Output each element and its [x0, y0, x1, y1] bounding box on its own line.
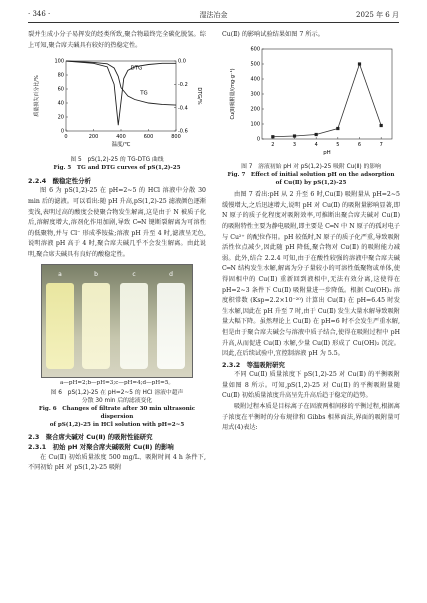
section-2-3-heading: 2.3 聚合席夫碱对 Cu(Ⅱ) 的吸附性能研究 [28, 432, 153, 441]
left-column [28, 30, 206, 474]
y-axis-label-left: 质量损失百分比/% [34, 75, 40, 117]
paragraph-fig7-intro: Cu(Ⅱ) 的影响试验结果如图 7 所示。 [222, 31, 324, 38]
vial-d [157, 283, 185, 369]
figure-6-caption-en-line2: of pS(1,2)-25 in HCl solution with pH=2~5 [49, 421, 185, 428]
paragraph-isotherm-b: 吸附过程本质是目标离子在固液两相间移的平衡过程,根据离子浓度在平衡时的分布规律和 Gibbs 相界面法,界面的吸附量可用式(4)表达: [222, 403, 400, 432]
x-tick-label: 800 [171, 134, 181, 141]
y-axis-label-right: DTG/% [196, 87, 202, 105]
right-column [222, 30, 400, 434]
x-axis-label: pH [323, 149, 331, 156]
paragraph-isotherm-a: 不同 Cu(Ⅱ) 质量浓度下 pS(1,2)-25 对 Cu(Ⅱ) 的平衡吸附量如图 8 所示。可知,pS(1,2)-25 对 Cu(Ⅱ) 的平衡吸附量随 Cu(Ⅱ) 初始质量浓度升高呈先升高后趋于稳定的趋势。 [222, 371, 400, 400]
figure-7-caption-en-line2: of Cu(Ⅱ) by pS(1,2)-25 [275, 180, 347, 187]
tg-label: TG [140, 90, 148, 97]
figure-6-caption-en-line1: Fig. 6 Changes of filtrate after 30 min ultrasonic dispersion [38, 405, 196, 420]
page-number: · 346 · [28, 10, 51, 18]
y-tick-label-right: 0.0 [178, 58, 186, 65]
y-tick-label: 200 [250, 106, 260, 113]
x-tick-label: 4 [314, 141, 318, 148]
y-tick-label: 500 [250, 61, 260, 68]
figure-5-caption-cn: 图 5 pS(1,2)-25 的 TG-DTG 曲线 [70, 156, 164, 163]
figure-5 [28, 55, 206, 172]
y-axis-label: Cu(Ⅱ)吸附量/(mg·g⁻¹) [230, 68, 236, 120]
vial-label-b: b [94, 270, 98, 278]
y-tick-label-right: -0.4 [178, 105, 188, 112]
y-tick-label-left: 0 [60, 128, 64, 135]
y-tick-label-left: 60 [57, 86, 64, 93]
data-point [293, 134, 296, 137]
y-tick-label: 0 [256, 136, 260, 143]
header-rule [28, 22, 399, 23]
y-tick-label: 600 [250, 46, 260, 53]
figure-6 [28, 264, 206, 429]
data-point [315, 132, 318, 135]
x-tick-label: 0 [64, 134, 68, 141]
data-point [271, 135, 274, 138]
plot-frame [66, 61, 176, 131]
y-tick-label: 400 [250, 76, 260, 83]
vial-a [46, 283, 74, 369]
x-tick-label: 3 [292, 141, 297, 148]
dtg-curve [66, 61, 176, 125]
journal-title: 湿法冶金 [199, 11, 228, 19]
figure-5-caption-en: Fig. 5 TG and DTG curves of pS(1,2)-25 [53, 164, 181, 171]
y-tick-label-left: 40 [57, 100, 64, 107]
tg-dtg-chart [28, 55, 206, 151]
x-tick-label: 400 [116, 134, 126, 141]
data-point [380, 123, 383, 126]
y-tick-label-left: 80 [57, 72, 64, 79]
x-tick-label: 7 [379, 141, 383, 148]
x-axis-label: 温度/℃ [111, 142, 131, 149]
figure-7-caption-en-line1: Fig. 7 Effect of initial solution pH on the adsorption [227, 172, 395, 179]
y-tick-label: 300 [250, 91, 260, 98]
y-tick-label-right: -0.2 [178, 82, 188, 89]
vial-c [120, 283, 148, 369]
paragraph-initial-ph: 在 Cu(Ⅱ) 初始质量浓度 500 mg/L、吸附时间 4 h 条件下,不同初始 pH 对 pS(1,2)-25 吸附 [28, 453, 206, 472]
paragraph-tg-conclusion: 裂并生成小分子易挥发的经类所致,聚合物最终完全碳化脱氢。综上可知,聚合席夫碱具有较好的热稳定性。 [28, 31, 206, 49]
paragraph-ph-discussion: 由图 7 看出:pH 从 2 升至 6 时,Cu(Ⅱ) 吸附量从 pH=2~5 缓慢增大,之后迅速增大,说明 pH 对 Cu(Ⅱ) 的吸附量影响显著,即 N 原子的质子化程度对吸附效率,可推断出聚合席夫碱对 Cu(Ⅱ) 的吸附特性主要为静电吸附,即主要是 C═N 中 N 原子的孤对电子与 Cu²⁺ 的配位作用。pH 较低时,N 原子的质子化严重,导致吸附活性位点减少,因此随 pH 降低,聚合物对 Cu(Ⅱ) 的吸附能力减弱。此外,结合 2.2.4 可知,由于在酸性较强的溶液中聚合席夫碱 C═N 结构发生水解,解离为分子量较小的可溶性低聚物或单体,使得固相中的 Cu(Ⅱ) 重新回到液相中,无法有效分离,这使得在 pH=2~3 条件下 Cu(Ⅱ) 吸附量进一步降低。根据 Cu(OH)₂ 溶度积常数 (Ksp=2.2×10⁻²⁰) 计算出 Cu(Ⅱ) 在 pH=6.45 时发生水解,因此在 pH 升至 7 时,由于 Cu(Ⅱ) 发生大量水解导致吸附量大幅下降。虽然理论上 Cu(Ⅱ) 在 pH=6 时不会发生严重水解,但是由于聚合席夫碱会与溶液中质子结合,使得在吸附过程中 pH 升高,从而促进 Cu(Ⅱ) 水解,少量 Cu(Ⅱ) 形成了 Cu(OH)₂ 沉淀。因此,在后续试验中,宜控制溶液 pH 为 5.5。 [222, 191, 400, 358]
figure-6-legend: a—pH=2;b—pH=3;c—pH=4;d—pH=5。 [59, 379, 175, 386]
x-tick-label: 600 [143, 134, 154, 141]
figure-6-caption-cn-line2: 分散 30 min 后的滤液变化 [81, 397, 153, 404]
section-2-3-1-heading: 2.3.1 初始 pH 对聚合席夫碱吸附 Cu(Ⅱ) 的影响 [28, 443, 174, 452]
adsorption-line [273, 64, 381, 137]
section-2-2-4-heading: 2.2.4 酸稳定性分析 [28, 176, 91, 185]
data-point [336, 126, 339, 129]
y-tick-label-left: 20 [57, 114, 64, 121]
plot-frame [262, 49, 392, 139]
issue-date: 2025 年 6 月 [356, 11, 399, 19]
dtg-label: DTG [130, 65, 143, 72]
y-tick-label-left: 100 [54, 58, 64, 65]
vial-label-d: d [169, 270, 173, 278]
ph-adsorption-chart [222, 43, 400, 159]
section-2-3-2-heading: 2.3.2 等温吸附研究 [222, 360, 285, 369]
vial-b [82, 283, 110, 369]
x-tick-label: 5 [336, 141, 340, 148]
vial-label-c: c [132, 270, 136, 278]
running-header [28, 10, 399, 22]
y-tick-label-right: -0.6 [178, 128, 188, 135]
vial-label-a: a [58, 270, 62, 278]
figure-7 [222, 43, 400, 188]
data-point [358, 62, 361, 65]
filtrate-photo [41, 264, 193, 378]
x-tick-label: 200 [88, 134, 99, 141]
figure-7-caption-cn: 图 7 溶液初始 pH 对 pS(1,2)-25 吸附 Cu(Ⅱ) 的影响 [241, 164, 381, 171]
x-tick-label: 2 [271, 141, 275, 148]
x-tick-label: 6 [357, 141, 362, 148]
figure-6-caption-cn-line1: 图 6 pS(1,2)-25 在 pH=2~5 的 HCl 溶液中超声 [50, 389, 184, 396]
y-tick-label: 100 [250, 121, 260, 128]
paragraph-acid-stability: 图 6 为 pS(1,2)-25 在 pH=2~5 的 HCl 溶液中分散 30 min 后的滤液。可以看出:随 pH 升高,pS(1,2)-25 滤液颜色逐渐变浅,表明过高的酸度会使聚合物发生解离,这是由于 N 被质子化后,溶解度增大,溶剂化作用加剧,导致 C═N 键断裂解离为可溶性的低聚物,并与 Cl⁻ 形成季铵盐;溶液 pH 升至 4 时,滤液呈无色,说明溶液 pH 高于 4 时,聚合席夫碱几乎不会发生解离。由此说明,聚合席夫碱具有良好的酸稳定性。 [28, 187, 206, 258]
